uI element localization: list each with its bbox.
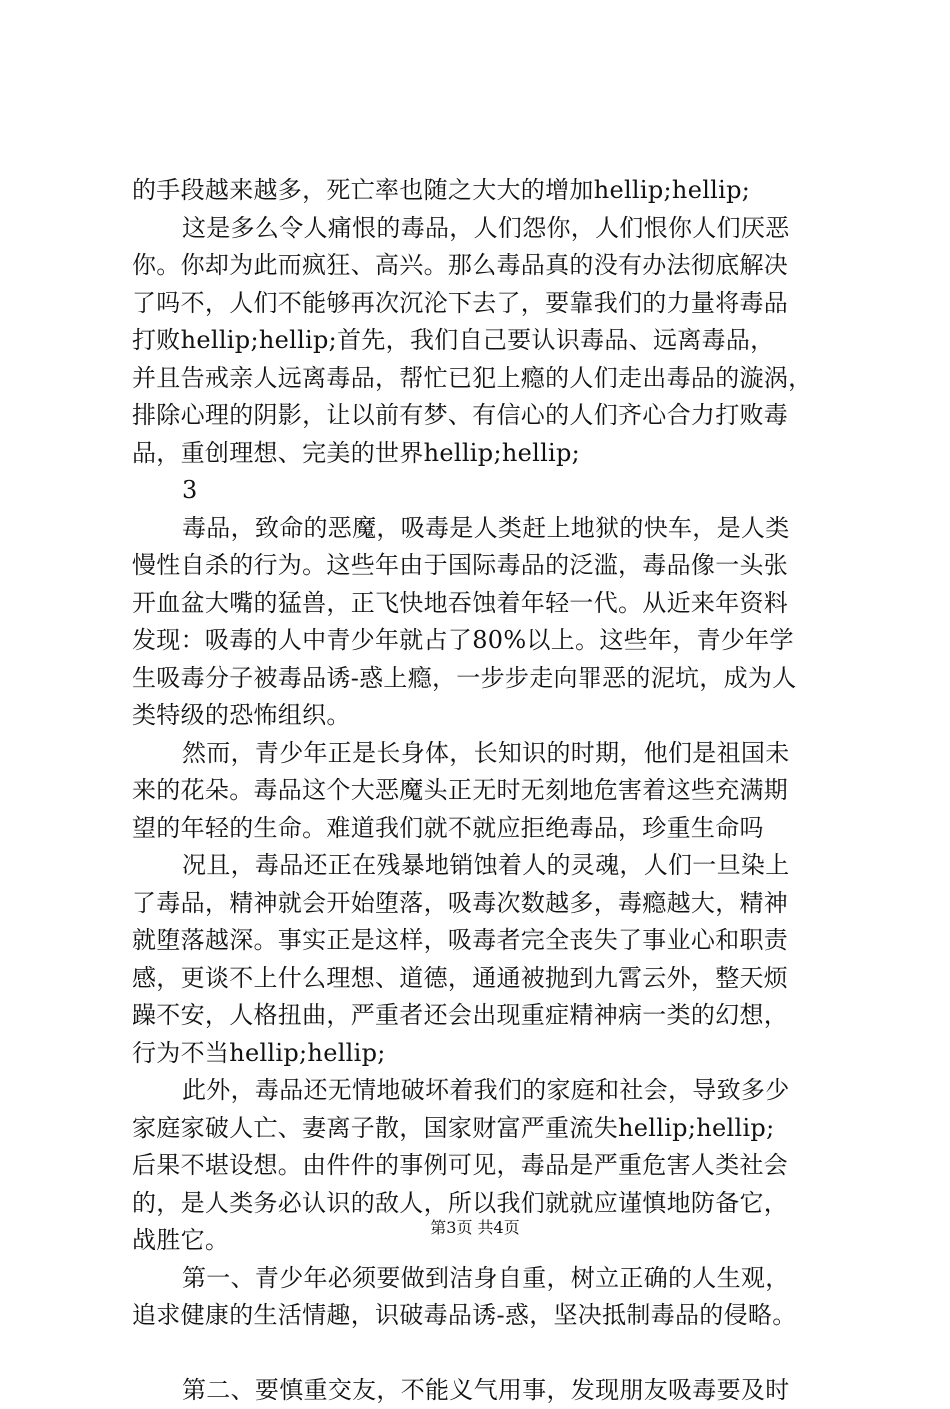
text-line: 慢性自杀的行为。这些年由于国际毒品的泛滥，毒品像一头张 xyxy=(132,547,838,585)
text-line: 躁不安，人格扭曲，严重者还会出现重症精神病一类的幻想， xyxy=(132,997,838,1035)
text-line: 品，重创理想、完美的世界hellip;hellip; xyxy=(132,435,838,473)
text-line: 追求健康的生活情趣，识破毒品诱-惑，坚决抵制毒品的侵略。 xyxy=(132,1297,838,1335)
text-line: 毒品，致命的恶魔，吸毒是人类赶上地狱的快车，是人类 xyxy=(132,510,838,548)
text-line: 并且告戒亲人远离毒品，帮忙已犯上瘾的人们走出毒品的漩涡， xyxy=(132,360,838,398)
text-line: 第二、要慎重交友，不能义气用事，发现朋友吸毒要及时 xyxy=(132,1372,838,1409)
text-line: 的，是人类务必认识的敌人，所以我们就就应谨慎地防备它， xyxy=(132,1185,838,1223)
text-line: 家庭家破人亡、妻离子散，国家财富严重流失hellip;hellip; xyxy=(132,1110,838,1148)
text-line: 发现：吸毒的人中青少年就占了80%以上。这些年，青少年学 xyxy=(132,622,838,660)
text-line: 来的花朵。毒品这个大恶魔头正无时无刻地危害着这些充满期 xyxy=(132,772,838,810)
text-line: 了吗不，人们不能够再次沉沦下去了，要靠我们的力量将毒品 xyxy=(132,285,838,323)
text-line: 这是多么令人痛恨的毒品，人们怨你，人们恨你人们厌恶 xyxy=(132,210,838,248)
text-line: 打败hellip;hellip;首先，我们自己要认识毒品、远离毒品， xyxy=(132,322,838,360)
text-line: 然而，青少年正是长身体，长知识的时期，他们是祖国未 xyxy=(132,735,838,773)
text-line: 你。你却为此而疯狂、高兴。那么毒品真的没有办法彻底解决 xyxy=(132,247,838,285)
text-line: 行为不当hellip;hellip; xyxy=(132,1035,838,1073)
text-line: 望的年轻的生命。难道我们就不就应拒绝毒品，珍重生命吗 xyxy=(132,810,838,848)
text-line: 战胜它。 xyxy=(132,1222,838,1260)
text-line: 了毒品，精神就会开始堕落，吸毒次数越多，毒瘾越大，精神 xyxy=(132,885,838,923)
text-line: 第一、青少年必须要做到洁身自重，树立正确的人生观， xyxy=(132,1260,838,1298)
text-line: 生吸毒分子被毒品诱-惑上瘾，一步步走向罪恶的泥坑，成为人 xyxy=(132,660,838,698)
text-line: 此外，毒品还无情地破坏着我们的家庭和社会，导致多少 xyxy=(132,1072,838,1110)
text-line: 3 xyxy=(132,472,838,510)
text-line: 开血盆大嘴的猛兽，正飞快地吞蚀着年轻一代。从近来年资料 xyxy=(132,585,838,623)
text-line: 感，更谈不上什么理想、道德，通通被抛到九霄云外，整天烦 xyxy=(132,960,838,998)
text-line: 类特级的恐怖组织。 xyxy=(132,697,838,735)
page-footer: 第3页 共4页 xyxy=(0,1218,950,1238)
text-line: 就堕落越深。事实正是这样，吸毒者完全丧失了事业心和职责 xyxy=(132,922,838,960)
text-line: 况且，毒品还正在残暴地销蚀着人的灵魂，人们一旦染上 xyxy=(132,847,838,885)
text-line: 的手段越来越多，死亡率也随之大大的增加hellip;hellip; xyxy=(132,172,838,210)
text-line: 后果不堪设想。由件件的事例可见，毒品是严重危害人类社会 xyxy=(132,1147,838,1185)
text-line: 排除心理的阴影，让以前有梦、有信心的人们齐心合力打败毒 xyxy=(132,397,838,435)
